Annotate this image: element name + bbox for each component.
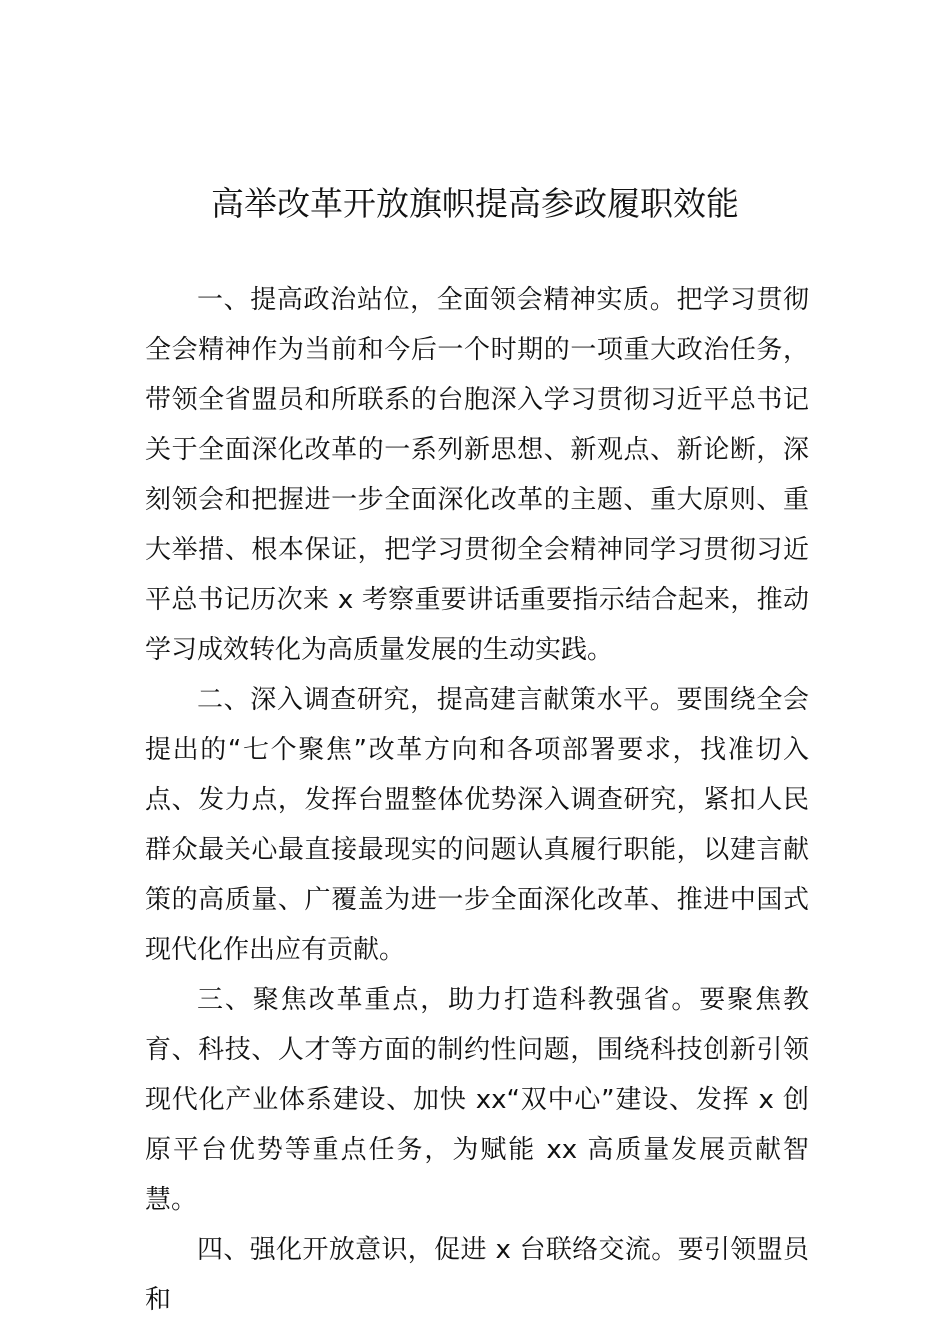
paragraph-3: 三、聚焦改革重点，助力打造科教强省。要聚焦教育、科技、人才等方面的制约性问题，围绕科技创新引领现代化产业体系建设、加快 xx“双中心”建设、发挥 x 创原平台优势等重点任务，为赋能 xx 高质量发展贡献智慧。 [145,985,809,1215]
document-body [145,275,809,1325]
paragraph-4: 四、强化开放意识，促进 x 台联络交流。要引领盟员和 [145,1235,809,1315]
document-title: 高举改革开放旗帜提高参政履职效能 [211,184,739,223]
paragraph-1: 一、提高政治站位，全面领会精神实质。把学习贯彻全会精神作为当前和今后一个时期的一项重大政治任务，带领全省盟员和所联系的台胞深入学习贯彻习近平总书记关于全面深化改革的一系列新思想、新观点、新论断，深刻领会和把握进一步全面深化改革的主题、重大原则、重大举措、根本保证，把学习贯彻全会精神同学习贯彻习近平总书记历次来 x 考察重要讲话重要指示结合起来，推动学习成效转化为高质量发展的生动实践。 [145,285,809,665]
paragraph-2: 二、深入调查研究，提高建言献策水平。要围绕全会提出的“七个聚焦”改革方向和各项部署要求，找准切入点、发力点，发挥台盟整体优势深入调查研究，紧扣人民群众最关心最直接最现实的问题认真履行职能，以建言献策的高质量、广覆盖为进一步全面深化改革、推进中国式现代化作出应有贡献。 [145,685,809,965]
